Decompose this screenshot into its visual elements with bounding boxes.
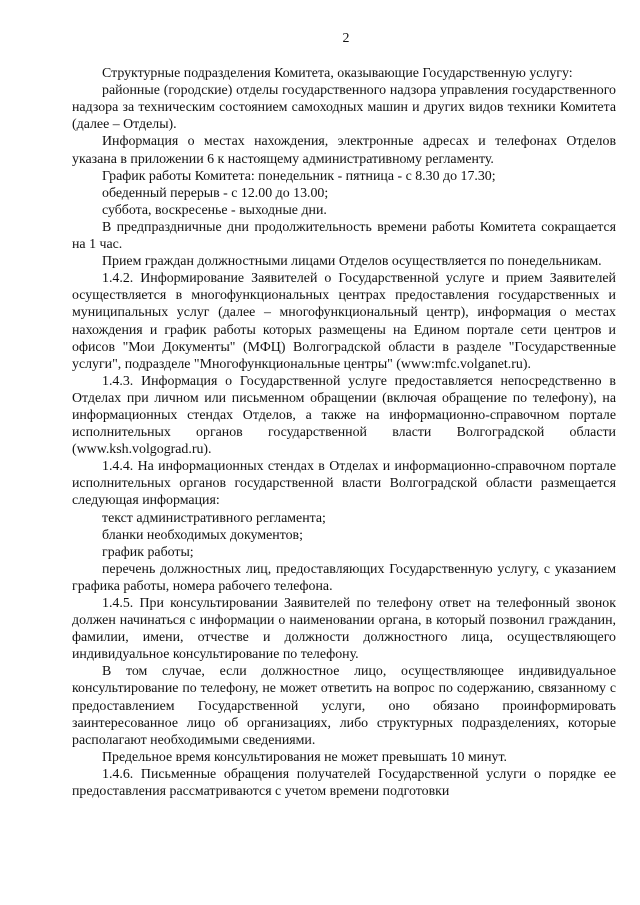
paragraph-weekend: суббота, воскресенье - выходные дни. (102, 202, 327, 218)
paragraph-forms: бланки необходимых документов; (102, 527, 303, 543)
paragraph-consult-time: Предельное время консультирования не может превышать 10 минут. (102, 749, 507, 765)
paragraph-work-schedule: График работы Комитета: понедельник - пятница - с 8.30 до 17.30; (102, 168, 496, 184)
paragraph-regulation-text: текст административного регламента; (102, 510, 326, 526)
paragraph-reception: Прием граждан должностными лицами Отделов осуществляется по понедельникам. (102, 254, 602, 270)
paragraph-1-4-3: 1.4.3. Информация о Государственной услуге предоставляется непосредственно в Отделах при личном или письменном обращении (включая обращение по телефону), на информационных стендах Отделов, а также на информационно-справочном портале исполнительных органов государственной власти Волгоградской области (www.ksh.volgograd.ru). (72, 373, 616, 458)
paragraph-1-4-6: 1.4.6. Письменные обращения получателей Государственной услуги о порядке ее предоставления рассматриваются с учетом времени подготовки (72, 766, 616, 800)
paragraph-cannot-answer: В том случае, если должностное лицо, осуществляющее индивидуальное консультирование по телефону, не может ответить на вопрос по содержанию, связанному с предоставлением Государственной услуги, оно обязано проинформировать заинтересованное лицо об организациях, либо структурных подразделениях, которые располагают необходимыми сведениями. (72, 664, 616, 748)
paragraph-lunch-break: обеденный перерыв - с 12.00 до 13.00; (102, 185, 329, 201)
paragraph-officials-list: перечень должностных лиц, предоставляющих Государственную услугу, с указанием графика работы, номера рабочего телефона. (72, 561, 616, 594)
paragraph-preholiday: В предпраздничные дни продолжительность времени работы Комитета сокращается на 1 час. (72, 219, 616, 253)
paragraph-department-info: Информация о местах нахождения, электронные адресах и телефонах Отделов указана в приложении 6 к настоящему административному регламенту. (72, 134, 616, 167)
paragraph-structural-units: Структурные подразделения Комитета, оказывающие Государственную услугу: (102, 66, 573, 82)
paragraph-1-4-2: 1.4.2. Информирование Заявителей о Государственной услуге и прием Заявителей осуществляется в многофункциональных центрах предоставления государственных и муниципальных услуг (далее – многофункциональный центр), информация о местах нахождения и график работы которых размещены на Едином портале сети центров и офисов "Мои Документы" (МФЦ) Волгоградской области в разделе "Государственные услуги", подразделе "Многофункциональные центры" (www:mfc.volganet.ru). (72, 271, 616, 372)
paragraph-schedule: график работы; (102, 544, 194, 560)
paragraph-1-4-5: 1.4.5. При консультировании Заявителей по телефону ответ на телефонный звонок должен начинаться с информации о наименовании органа, в который позвонил гражданин, фамилии, имени, отчестве и должности должностного лица, осуществляющего индивидуальное консультирование по телефону. (72, 596, 616, 663)
paragraph-district-departments: районные (городские) отделы государственного надзора управления государственного надзора за техническим состоянием самоходных машин и других видов техники Комитета (далее – Отделы). (72, 83, 616, 133)
paragraph-1-4-4: 1.4.4. На информационных стендах в Отделах и информационно-справочном портале исполнительных органов государственной власти Волгоградской области размещается следующая информация: (72, 459, 616, 509)
page-number: 2 (342, 31, 350, 46)
